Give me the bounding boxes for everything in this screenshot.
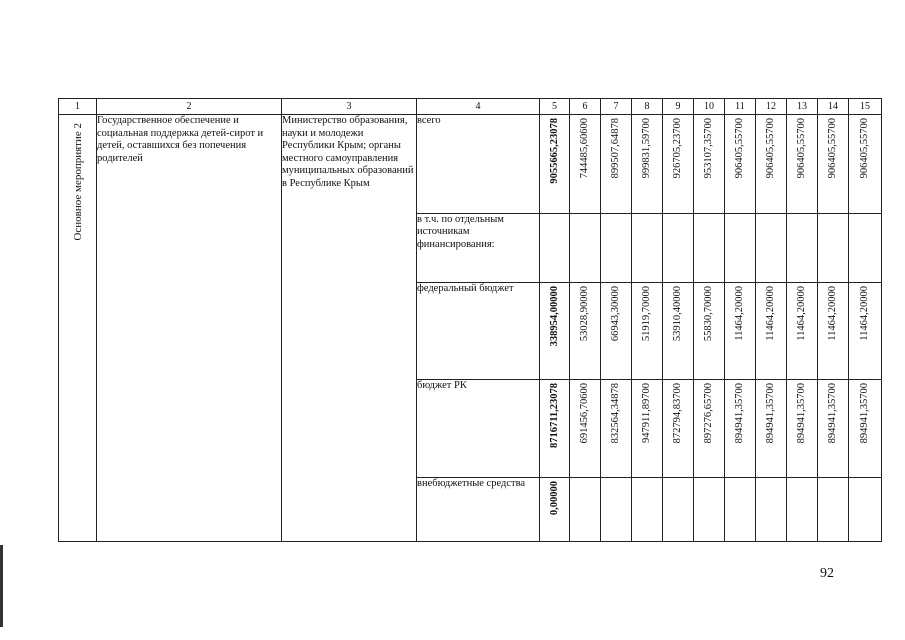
year-value-cell — [632, 115, 663, 213]
year-value-cell — [663, 213, 694, 283]
funding-value: 894941,35700 — [765, 383, 776, 444]
year-value-cell — [849, 380, 882, 477]
year-value-cell — [632, 380, 663, 477]
year-value-cell — [787, 213, 818, 283]
scan-edge-mark — [0, 545, 3, 627]
column-number: 8 — [632, 99, 663, 115]
funding-source: бюджет РК — [417, 380, 540, 477]
total-value-cell — [540, 380, 570, 477]
year-value-cell — [601, 477, 632, 542]
column-number: 4 — [417, 99, 540, 115]
year-value-cell — [849, 477, 882, 542]
column-number: 11 — [725, 99, 756, 115]
year-value-cell — [725, 380, 756, 477]
year-value-cell — [570, 115, 601, 213]
activity-executor: Министерство образования, науки и молодежи Республики Крым; органы местного самоуправления муниципальных образований в Республике Крым — [282, 115, 417, 542]
year-value-cell — [601, 213, 632, 283]
year-value-cell — [787, 283, 818, 380]
column-number: 14 — [818, 99, 849, 115]
column-number: 9 — [663, 99, 694, 115]
column-number: 1 — [59, 99, 97, 115]
funding-value: 51919,70000 — [641, 286, 652, 342]
funding-value: 11464,20000 — [796, 286, 807, 341]
year-value-cell — [694, 115, 725, 213]
year-value-cell — [756, 283, 787, 380]
funding-value: 872794,83700 — [672, 383, 683, 444]
column-number: 6 — [570, 99, 601, 115]
column-number: 2 — [97, 99, 282, 115]
year-value-cell — [787, 115, 818, 213]
year-value-cell — [787, 380, 818, 477]
funding-source: всего — [417, 115, 540, 213]
column-number: 12 — [756, 99, 787, 115]
funding-value: 9055665,23078 — [548, 118, 560, 184]
funding-value: 53028,90000 — [579, 286, 590, 342]
funding-value: 0,00000 — [548, 480, 560, 515]
page-number: 92 — [820, 566, 834, 581]
year-value-cell — [818, 380, 849, 477]
column-number: 13 — [787, 99, 818, 115]
column-number: 10 — [694, 99, 725, 115]
funding-value: 906405,55700 — [796, 118, 807, 179]
year-value-cell — [601, 380, 632, 477]
year-value-cell — [849, 213, 882, 283]
year-value-cell — [818, 477, 849, 542]
funding-value: 894941,35700 — [796, 383, 807, 444]
year-value-cell — [694, 380, 725, 477]
funding-value: 947911,89700 — [641, 383, 652, 444]
column-number-row — [59, 99, 882, 115]
funding-source: федеральный бюджет — [417, 283, 540, 380]
total-value-cell — [540, 115, 570, 213]
funding-value: 338954,00000 — [548, 286, 560, 347]
funding-value: 66943,30000 — [610, 286, 621, 342]
year-value-cell — [694, 477, 725, 542]
year-value-cell — [725, 283, 756, 380]
year-value-cell — [818, 115, 849, 213]
financing-table — [58, 98, 882, 542]
column-number: 7 — [601, 99, 632, 115]
funding-value: 999831,59700 — [641, 118, 652, 179]
year-value-cell — [663, 115, 694, 213]
year-value-cell — [694, 283, 725, 380]
year-value-cell — [570, 283, 601, 380]
year-value-cell — [570, 213, 601, 283]
funding-value: 744485,60600 — [579, 118, 590, 179]
funding-value: 899507,64878 — [610, 118, 621, 179]
funding-value: 832564,34878 — [610, 383, 621, 444]
funding-value: 906405,55700 — [827, 118, 838, 179]
year-value-cell — [787, 477, 818, 542]
funding-value: 953107,35700 — [703, 118, 714, 179]
year-value-cell — [601, 283, 632, 380]
funding-value: 691456,70600 — [579, 383, 590, 444]
column-number: 15 — [849, 99, 882, 115]
funding-value: 894941,35700 — [859, 383, 870, 444]
year-value-cell — [756, 380, 787, 477]
year-value-cell — [663, 477, 694, 542]
year-value-cell — [818, 283, 849, 380]
funding-value: 8716711,23078 — [548, 383, 560, 449]
funding-value: 55830,70000 — [703, 286, 714, 342]
activity-label-cell — [59, 115, 97, 542]
funding-value: 906405,55700 — [734, 118, 745, 179]
year-value-cell — [570, 380, 601, 477]
activity-name: Государственное обеспечение и социальная поддержка детей-сирот и детей, оставшихся без попечения родителей — [97, 115, 282, 542]
activity-label: Основное мероприятие 2 — [71, 123, 84, 241]
total-value-cell — [540, 283, 570, 380]
funding-value: 11464,20000 — [765, 286, 776, 341]
funding-value: 897276,65700 — [703, 383, 714, 444]
total-value-cell — [540, 477, 570, 542]
year-value-cell — [849, 115, 882, 213]
year-value-cell — [663, 283, 694, 380]
funding-value: 11464,20000 — [827, 286, 838, 341]
funding-value: 53910,40000 — [672, 286, 683, 342]
funding-value: 11464,20000 — [859, 286, 870, 341]
funding-source: в т.ч. по отдельным источникам финансирования: — [417, 213, 540, 283]
funding-value: 906405,55700 — [859, 118, 870, 179]
year-value-cell — [756, 115, 787, 213]
funding-value: 894941,35700 — [734, 383, 745, 444]
column-number: 5 — [540, 99, 570, 115]
year-value-cell — [756, 477, 787, 542]
year-value-cell — [849, 283, 882, 380]
year-value-cell — [601, 115, 632, 213]
year-value-cell — [632, 477, 663, 542]
funding-value: 906405,55700 — [765, 118, 776, 179]
year-value-cell — [570, 477, 601, 542]
funding-value: 926705,23700 — [672, 118, 683, 179]
year-value-cell — [725, 213, 756, 283]
year-value-cell — [694, 213, 725, 283]
year-value-cell — [725, 477, 756, 542]
funding-value: 11464,20000 — [734, 286, 745, 341]
year-value-cell — [663, 380, 694, 477]
year-value-cell — [632, 213, 663, 283]
year-value-cell — [632, 283, 663, 380]
table-row — [59, 115, 882, 213]
year-value-cell — [818, 213, 849, 283]
year-value-cell — [756, 213, 787, 283]
funding-source: внебюджетные средства — [417, 477, 540, 542]
year-value-cell — [725, 115, 756, 213]
total-value-cell — [540, 213, 570, 283]
funding-value: 894941,35700 — [827, 383, 838, 444]
column-number: 3 — [282, 99, 417, 115]
